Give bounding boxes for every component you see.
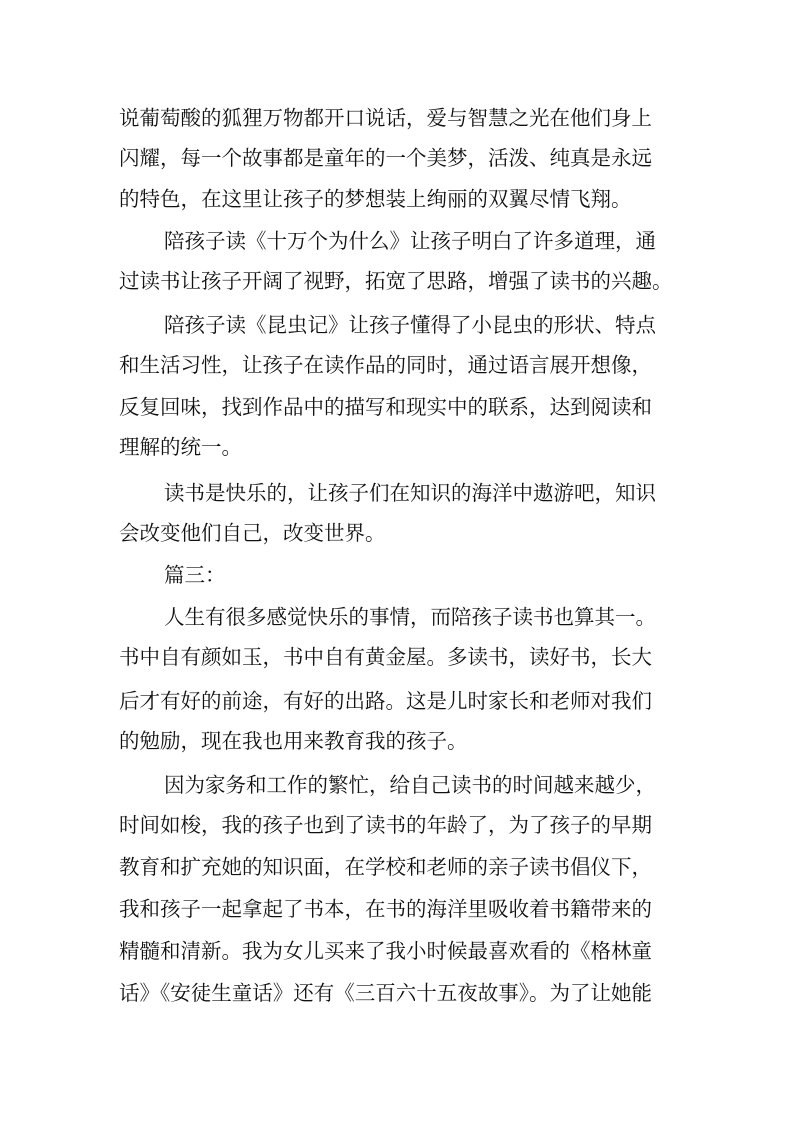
- text-line: 反复回味，找到作品中的描写和现实中的联系，达到阅读和: [119, 395, 652, 419]
- text-line: 的特色，在这里让孩子的梦想装上绚丽的双翼尽情飞翔。: [119, 187, 632, 211]
- text-line: 陪孩子读《十万个为什么》让孩子明白了许多道理，通: [164, 229, 656, 253]
- text-line: 会改变他们自己，改变世界。: [119, 521, 386, 545]
- text-line: 时间如梭，我的孩子也到了读书的年龄了，为了孩子的早期: [119, 813, 652, 837]
- text-line: 因为家务和工作的繁忙，给自己读书的时间越来越少，: [164, 773, 656, 797]
- text-line: 教育和扩充她的知识面，在学校和老师的亲子读书倡仪下，: [119, 855, 652, 879]
- text-line: 说葡萄酸的狐狸万物都开口说话，爱与智慧之光在他们身上: [119, 106, 652, 130]
- text-line: 后才有好的前途，有好的出路。这是儿时家长和老师对我们: [119, 689, 652, 713]
- text-line: 书中自有颜如玉，书中自有黄金屋。多读书，读好书，长大: [119, 645, 652, 669]
- text-line: 精髓和清新。我为女儿买来了我小时候最喜欢看的《格林童: [119, 939, 652, 963]
- text-line: 理解的统一。: [119, 435, 242, 459]
- text-line: 我和孩子一起拿起了书本，在书的海洋里吸收着书籍带来的: [119, 897, 652, 921]
- text-line: 人生有很多感觉快乐的事情，而陪孩子读书也算其一。: [164, 605, 656, 629]
- text-line: 陪孩子读《昆虫记》让孩子懂得了小昆虫的形状、特点: [164, 313, 656, 337]
- text-line: 话》《安徒生童话》还有《三百六十五夜故事》。为了让她能: [119, 981, 652, 1005]
- text-line: 读书是快乐的，让孩子们在知识的海洋中遨游吧，知识: [164, 481, 656, 505]
- section-heading: 篇三：: [164, 563, 226, 587]
- text-line: 的勉励，现在我也用来教育我的孩子。: [119, 729, 468, 753]
- text-line: 闪耀，每一个故事都是童年的一个美梦，活泼、纯真是永远: [119, 146, 652, 170]
- text-line: 过读书让孩子开阔了视野，拓宽了思路，增强了读书的兴趣。: [119, 269, 673, 293]
- text-line: 和生活习性，让孩子在读作品的同时，通过语言展开想像，: [119, 353, 652, 377]
